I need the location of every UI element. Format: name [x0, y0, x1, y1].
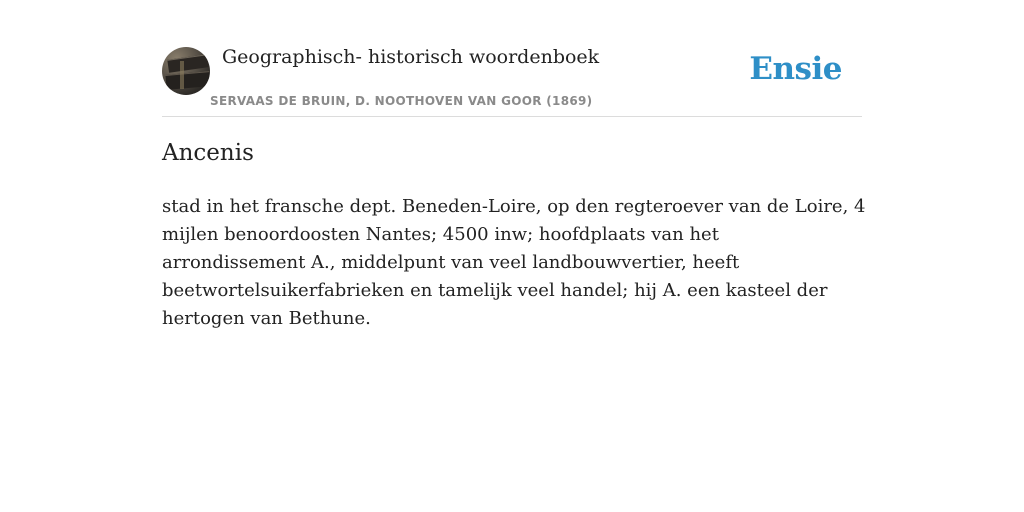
book-title-link[interactable]: Geographisch- historisch woordenboek — [222, 46, 600, 68]
book-author: SERVAAS DE BRUIN, D. NOOTHOVEN VAN GOOR (1869) — [210, 94, 593, 108]
book-header — [162, 46, 862, 117]
book-image-detail — [165, 71, 210, 90]
brand-logo-link[interactable]: Ensie — [749, 51, 842, 87]
book-image-detail — [180, 61, 184, 89]
entry-definition: stad in het fransche dept. Beneden-Loire, op den regteroever van de Loire, 4 mijlen benoordoosten Nantes; 4500 inw; hoofdplaats van het arrondissement A., middelpunt van veel landbouwvertier, heeft beetwortelsuikerfabrieken en tamelijk veel handel; hij A. een kasteel der hertogen van Bethune. — [162, 196, 866, 329]
book-cover-avatar[interactable] — [162, 47, 210, 95]
entry-title: Ancenis — [162, 140, 254, 166]
book-image-detail — [167, 54, 208, 72]
